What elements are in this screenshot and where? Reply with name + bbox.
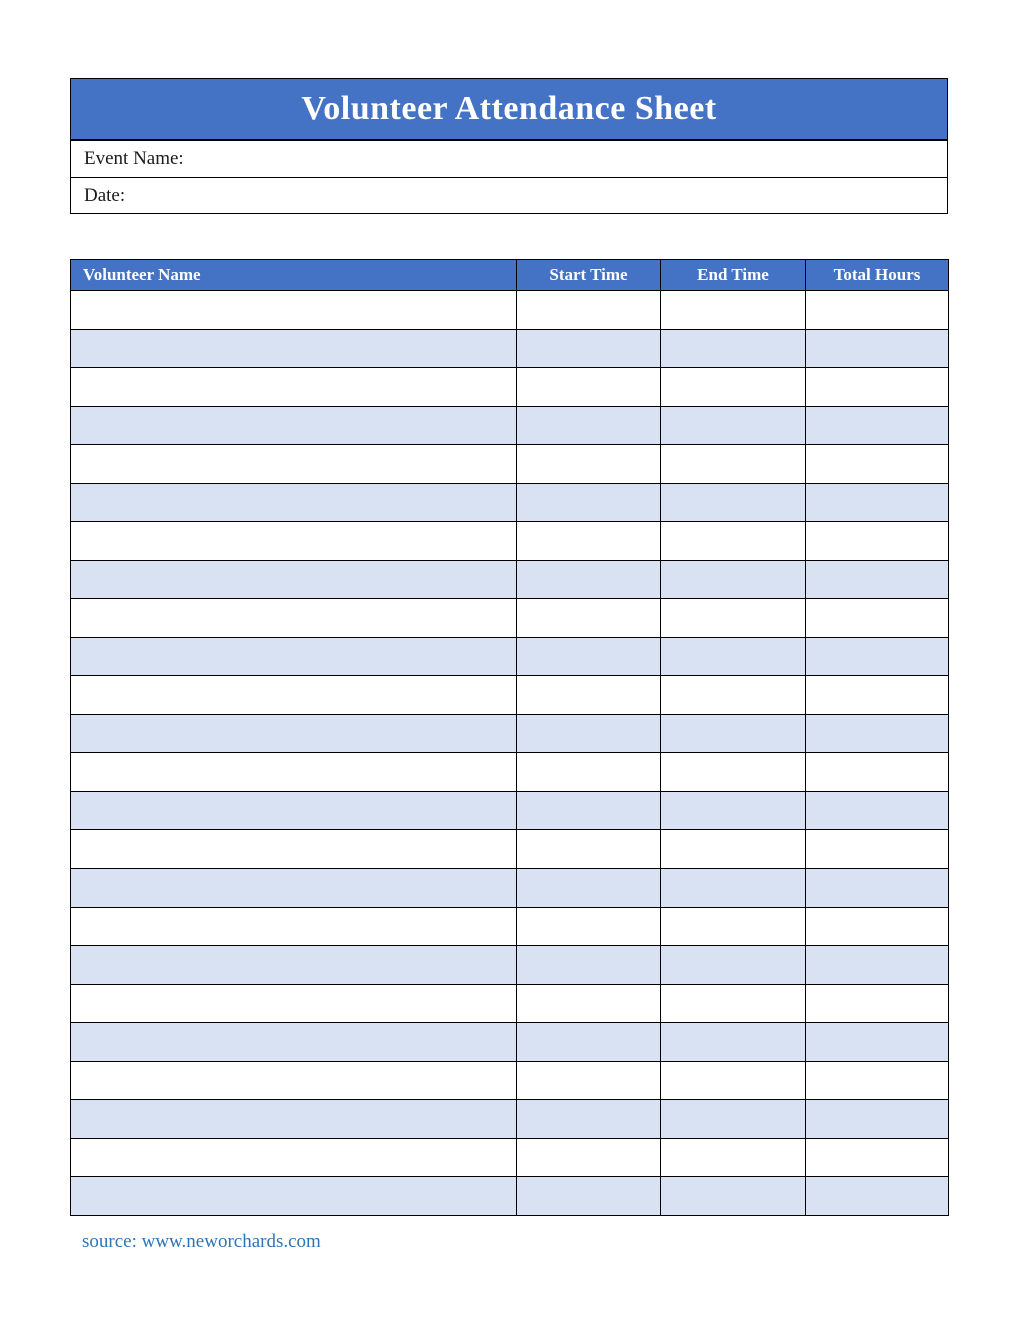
table-row bbox=[71, 560, 949, 599]
table-cell-start-time[interactable] bbox=[517, 907, 661, 946]
table-row bbox=[71, 791, 949, 830]
table-cell-start-time[interactable] bbox=[517, 714, 661, 753]
table-cell-start-time[interactable] bbox=[517, 406, 661, 445]
table-cell-end-time[interactable] bbox=[661, 1177, 806, 1216]
table-cell-start-time[interactable] bbox=[517, 1177, 661, 1216]
table-cell-volunteer-name[interactable] bbox=[71, 830, 517, 869]
table-cell-start-time[interactable] bbox=[517, 1061, 661, 1100]
table-cell-volunteer-name[interactable] bbox=[71, 368, 517, 407]
table-cell-total-hours[interactable] bbox=[806, 483, 949, 522]
table-cell-total-hours[interactable] bbox=[806, 714, 949, 753]
table-cell-total-hours[interactable] bbox=[806, 406, 949, 445]
table-cell-end-time[interactable] bbox=[661, 1061, 806, 1100]
table-cell-total-hours[interactable] bbox=[806, 368, 949, 407]
table-row bbox=[71, 1023, 949, 1062]
table-cell-volunteer-name[interactable] bbox=[71, 676, 517, 715]
table-row bbox=[71, 868, 949, 907]
table-body bbox=[71, 291, 949, 1216]
table-cell-start-time[interactable] bbox=[517, 946, 661, 985]
table-row bbox=[71, 406, 949, 445]
table-cell-end-time[interactable] bbox=[661, 483, 806, 522]
table-row bbox=[71, 637, 949, 676]
column-header-start-time: Start Time bbox=[517, 260, 661, 291]
table-cell-total-hours[interactable] bbox=[806, 830, 949, 869]
table-cell-volunteer-name[interactable] bbox=[71, 1023, 517, 1062]
table-cell-start-time[interactable] bbox=[517, 445, 661, 484]
table-cell-start-time[interactable] bbox=[517, 291, 661, 330]
date-row bbox=[71, 177, 947, 213]
table-cell-end-time[interactable] bbox=[661, 637, 806, 676]
table-cell-total-hours[interactable] bbox=[806, 1177, 949, 1216]
table-cell-total-hours[interactable] bbox=[806, 1061, 949, 1100]
date-field[interactable] bbox=[125, 178, 947, 213]
table-cell-total-hours[interactable] bbox=[806, 329, 949, 368]
table-cell-start-time[interactable] bbox=[517, 483, 661, 522]
table-cell-total-hours[interactable] bbox=[806, 291, 949, 330]
table-row bbox=[71, 1138, 949, 1177]
table-cell-volunteer-name[interactable] bbox=[71, 329, 517, 368]
table-cell-volunteer-name[interactable] bbox=[71, 291, 517, 330]
table-row bbox=[71, 984, 949, 1023]
table-row bbox=[71, 907, 949, 946]
table-row bbox=[71, 445, 949, 484]
table-cell-end-time[interactable] bbox=[661, 329, 806, 368]
table-cell-total-hours[interactable] bbox=[806, 907, 949, 946]
table-cell-end-time[interactable] bbox=[661, 753, 806, 792]
table-cell-total-hours[interactable] bbox=[806, 984, 949, 1023]
table-cell-total-hours[interactable] bbox=[806, 868, 949, 907]
table-row bbox=[71, 946, 949, 985]
table-cell-end-time[interactable] bbox=[661, 984, 806, 1023]
event-name-row bbox=[71, 141, 947, 177]
table-cell-start-time[interactable] bbox=[517, 329, 661, 368]
table-row bbox=[71, 483, 949, 522]
table-cell-start-time[interactable] bbox=[517, 868, 661, 907]
table-cell-volunteer-name[interactable] bbox=[71, 522, 517, 561]
table-cell-total-hours[interactable] bbox=[806, 599, 949, 638]
table-cell-start-time[interactable] bbox=[517, 791, 661, 830]
table-row bbox=[71, 368, 949, 407]
table-cell-volunteer-name[interactable] bbox=[71, 791, 517, 830]
table-header-row bbox=[71, 260, 949, 291]
table-row bbox=[71, 522, 949, 561]
table-cell-end-time[interactable] bbox=[661, 907, 806, 946]
table-cell-start-time[interactable] bbox=[517, 1138, 661, 1177]
table-cell-start-time[interactable] bbox=[517, 1023, 661, 1062]
table-row bbox=[71, 291, 949, 330]
table-cell-start-time[interactable] bbox=[517, 830, 661, 869]
date-label: Date: bbox=[84, 184, 126, 206]
table-cell-end-time[interactable] bbox=[661, 1023, 806, 1062]
table-cell-total-hours[interactable] bbox=[806, 946, 949, 985]
table-cell-end-time[interactable] bbox=[661, 676, 806, 715]
table-cell-total-hours[interactable] bbox=[806, 676, 949, 715]
table-cell-end-time[interactable] bbox=[661, 791, 806, 830]
table-cell-start-time[interactable] bbox=[517, 637, 661, 676]
table-cell-end-time[interactable] bbox=[661, 406, 806, 445]
attendance-table bbox=[70, 259, 949, 1216]
table-cell-total-hours[interactable] bbox=[806, 560, 949, 599]
table-cell-volunteer-name[interactable] bbox=[71, 907, 517, 946]
column-header-total-hours: Total Hours bbox=[806, 260, 949, 291]
table-cell-end-time[interactable] bbox=[661, 1138, 806, 1177]
table-row bbox=[71, 1100, 949, 1139]
page-title: Volunteer Attendance Sheet bbox=[301, 90, 717, 127]
table-cell-volunteer-name[interactable] bbox=[71, 868, 517, 907]
table-cell-total-hours[interactable] bbox=[806, 522, 949, 561]
table-cell-volunteer-name[interactable] bbox=[71, 599, 517, 638]
table-cell-volunteer-name[interactable] bbox=[71, 1177, 517, 1216]
table-cell-start-time[interactable] bbox=[517, 599, 661, 638]
table-row bbox=[71, 676, 949, 715]
column-header-volunteer-name: Volunteer Name bbox=[71, 260, 517, 291]
event-info-box bbox=[70, 140, 948, 214]
table-cell-volunteer-name[interactable] bbox=[71, 984, 517, 1023]
table-cell-volunteer-name[interactable] bbox=[71, 445, 517, 484]
table-cell-volunteer-name[interactable] bbox=[71, 753, 517, 792]
table-cell-end-time[interactable] bbox=[661, 714, 806, 753]
table-cell-end-time[interactable] bbox=[661, 445, 806, 484]
table-cell-total-hours[interactable] bbox=[806, 1138, 949, 1177]
table-cell-end-time[interactable] bbox=[661, 946, 806, 985]
table-cell-total-hours[interactable] bbox=[806, 445, 949, 484]
table-cell-start-time[interactable] bbox=[517, 368, 661, 407]
table-row bbox=[71, 830, 949, 869]
title-banner bbox=[70, 78, 948, 140]
table-cell-start-time[interactable] bbox=[517, 560, 661, 599]
table-cell-volunteer-name[interactable] bbox=[71, 637, 517, 676]
table-cell-volunteer-name[interactable] bbox=[71, 1061, 517, 1100]
table-cell-total-hours[interactable] bbox=[806, 1100, 949, 1139]
table-cell-total-hours[interactable] bbox=[806, 791, 949, 830]
event-name-label: Event Name: bbox=[84, 148, 184, 169]
table-row bbox=[71, 714, 949, 753]
table-row bbox=[71, 599, 949, 638]
table-cell-start-time[interactable] bbox=[517, 1100, 661, 1139]
table-cell-end-time[interactable] bbox=[661, 368, 806, 407]
table-cell-total-hours[interactable] bbox=[806, 1023, 949, 1062]
table-row bbox=[71, 753, 949, 792]
table-cell-end-time[interactable] bbox=[661, 560, 806, 599]
table-cell-total-hours[interactable] bbox=[806, 753, 949, 792]
column-header-end-time: End Time bbox=[661, 260, 806, 291]
table-cell-start-time[interactable] bbox=[517, 676, 661, 715]
table-cell-end-time[interactable] bbox=[661, 291, 806, 330]
table-cell-volunteer-name[interactable] bbox=[71, 483, 517, 522]
table-cell-volunteer-name[interactable] bbox=[71, 406, 517, 445]
table-cell-end-time[interactable] bbox=[661, 1100, 806, 1139]
table-cell-end-time[interactable] bbox=[661, 868, 806, 907]
table-cell-total-hours[interactable] bbox=[806, 637, 949, 676]
table-cell-volunteer-name[interactable] bbox=[71, 560, 517, 599]
table-cell-start-time[interactable] bbox=[517, 984, 661, 1023]
table-cell-end-time[interactable] bbox=[661, 830, 806, 869]
source-credit: source: www.neworchards.com bbox=[82, 1231, 321, 1252]
table-cell-volunteer-name[interactable] bbox=[71, 1100, 517, 1139]
table-row bbox=[71, 329, 949, 368]
table-row bbox=[71, 1061, 949, 1100]
table-cell-end-time[interactable] bbox=[661, 522, 806, 561]
table-cell-start-time[interactable] bbox=[517, 753, 661, 792]
table-cell-volunteer-name[interactable] bbox=[71, 714, 517, 753]
table-row bbox=[71, 1177, 949, 1216]
table-cell-volunteer-name[interactable] bbox=[71, 946, 517, 985]
event-name-field[interactable] bbox=[184, 141, 947, 177]
table-cell-end-time[interactable] bbox=[661, 599, 806, 638]
table-cell-volunteer-name[interactable] bbox=[71, 1138, 517, 1177]
table-cell-start-time[interactable] bbox=[517, 522, 661, 561]
